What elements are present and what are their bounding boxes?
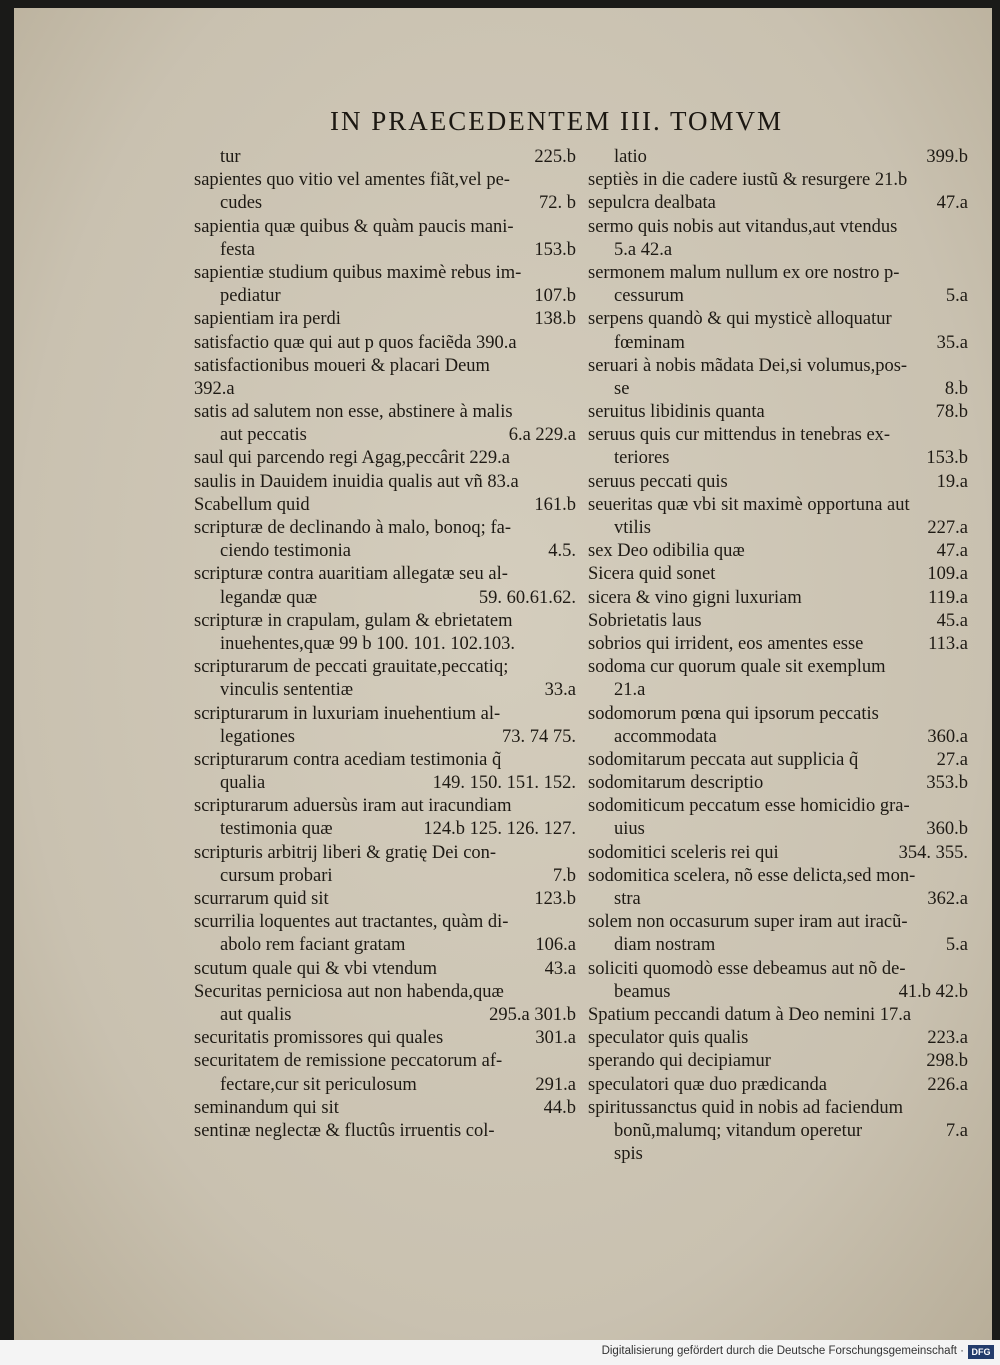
index-entry-line <box>588 401 968 424</box>
index-entry-line <box>194 1004 576 1027</box>
index-entry-line <box>588 262 968 285</box>
index-entry-line <box>588 934 968 957</box>
entry-page-ref: 27.a <box>936 749 968 770</box>
entry-text: saulis in Dauidem inuidia qualis aut vñ 83.a <box>194 471 519 492</box>
index-entry-line <box>194 494 576 517</box>
entry-page-ref: 353.b <box>926 773 968 794</box>
entry-page-ref: 113.a <box>928 633 968 654</box>
index-entry-line <box>194 842 576 865</box>
entry-page-ref: 106.a <box>535 935 576 956</box>
entry-text: sapientiam ira perdi <box>194 309 341 330</box>
index-entry-line <box>588 540 968 563</box>
index-entry-line <box>194 865 576 888</box>
entry-page-ref: 7.b <box>552 865 576 886</box>
index-entry-line <box>194 262 576 285</box>
index-entry-line <box>588 355 968 378</box>
entry-text: sapientia quæ quibus & quàm paucis mani- <box>194 216 514 237</box>
entry-page-ref: 226.a <box>927 1074 968 1095</box>
entry-text: diam nostram <box>614 935 716 956</box>
page-header: IN PRAECEDENTEM III. TOMVM <box>330 106 783 136</box>
index-entry-line <box>194 656 576 679</box>
entry-text: sodoma cur quorum quale sit exemplum <box>588 657 886 678</box>
entry-text: satisfactionibus moueri & placari Deum <box>194 355 490 376</box>
entry-text: stra <box>614 889 641 909</box>
entry-text: soliciti quomodò esse debeamus aut nõ de- <box>588 958 906 979</box>
entry-text: Sobrietatis laus <box>588 610 702 631</box>
index-entry-line <box>588 772 968 795</box>
entry-page-ref: 59. 60.61.62. <box>478 587 576 608</box>
index-entry-line <box>588 633 968 656</box>
entry-text: speculatori quæ duo prædicanda <box>588 1074 827 1095</box>
entry-page-ref: 298.b <box>926 1051 968 1072</box>
index-entry-line <box>588 1027 968 1050</box>
entry-text: sapientes quo vitio vel amentes fiãt,vel pe- <box>194 170 510 191</box>
entry-text: scurrarum quid sit <box>194 889 329 909</box>
index-column-right <box>588 146 968 1166</box>
entry-text: satis ad salutem non esse, abstinere à malis <box>194 402 513 423</box>
index-entry-line <box>194 911 576 934</box>
entry-text: pediatur <box>220 286 281 307</box>
index-entry-line <box>194 447 576 470</box>
index-entry-line <box>194 1120 576 1143</box>
entry-text: uius <box>614 819 645 840</box>
index-entry-line <box>194 471 576 494</box>
index-entry-line <box>588 285 968 308</box>
entry-page-ref: 354. 355. <box>898 842 968 863</box>
entry-page-ref: 149. 150. 151. 152. <box>432 773 576 794</box>
entry-page-ref: 73. 74 75. <box>502 726 576 747</box>
entry-text: legationes <box>220 726 296 747</box>
index-entry-line <box>588 517 968 540</box>
entry-text: seminandum qui sit <box>194 1097 339 1118</box>
entry-page-ref: 153.b <box>534 239 576 260</box>
dfg-logo: DFG <box>968 1345 994 1359</box>
entry-text: spis <box>614 1144 643 1165</box>
index-entry-line <box>194 1097 576 1120</box>
index-entry-line <box>194 633 576 656</box>
index-entry-line <box>588 842 968 865</box>
index-entry-line <box>194 1074 576 1097</box>
index-entry-line <box>588 610 968 633</box>
entry-text: teriores <box>614 448 670 469</box>
entry-text: sodomitica scelera, nõ esse delicta,sed mon- <box>588 865 916 886</box>
index-entry-line <box>588 494 968 517</box>
entry-page-ref: 35.a <box>936 332 968 353</box>
entry-text: ciendo testimonia <box>220 541 352 562</box>
entry-text: speculator quis qualis <box>588 1028 749 1049</box>
entry-text: cessurum <box>614 286 684 307</box>
entry-text: sepulcra dealbata <box>588 193 716 214</box>
entry-text: aut peccatis <box>220 425 307 446</box>
entry-text: testimonia quæ <box>220 819 333 840</box>
index-column-left <box>194 146 576 1143</box>
index-entry-line <box>194 981 576 1004</box>
entry-text: Spatium peccandi datum à Deo nemini 17.a <box>588 1004 912 1025</box>
entry-text: scripturarum de peccati grauitate,peccatiq; <box>194 657 509 678</box>
index-entry-line <box>194 703 576 726</box>
entry-page-ref: 119.a <box>928 587 968 608</box>
entry-page-ref: 107.b <box>534 286 576 307</box>
index-entry-line <box>588 332 968 355</box>
entry-text: seruus quis cur mittendus in tenebras ex- <box>588 425 891 446</box>
index-entry-line <box>194 587 576 610</box>
entry-text: aut qualis <box>220 1004 292 1025</box>
index-entry-line <box>194 146 576 169</box>
index-entry-line <box>588 169 968 192</box>
entry-text: sodomitarum descriptio <box>588 773 764 794</box>
entry-page-ref: 8.b <box>944 378 968 399</box>
index-entry-line <box>588 146 968 169</box>
entry-page-ref: 7.a <box>945 1120 968 1141</box>
entry-text: cursum probari <box>220 865 333 886</box>
entry-text: 392.a <box>194 378 235 399</box>
entry-text: 21.a <box>614 680 646 701</box>
entry-text: vtilis <box>614 518 652 538</box>
entry-page-ref: 362.a <box>927 889 968 909</box>
entry-text: seruitus libidinis quanta <box>588 402 765 423</box>
entry-text: sapientiæ studium quibus maximè rebus im- <box>194 262 522 283</box>
entry-page-ref: 124.b 125. 126. 127. <box>423 819 576 840</box>
entry-page-ref: 47.a <box>936 541 968 562</box>
index-entry-line <box>194 563 576 586</box>
entry-text: qualia <box>220 773 266 794</box>
entry-page-ref: 295.a 301.b <box>489 1004 576 1025</box>
entry-text: fectare,cur sit periculosum <box>220 1074 417 1095</box>
entry-text: sperando qui decipiamur <box>588 1051 771 1072</box>
entry-text: vinculis sententiæ <box>220 680 354 701</box>
entry-text: Securitas perniciosa aut non habenda,quæ <box>194 981 504 1002</box>
digitization-footer <box>0 1340 1000 1365</box>
index-entry-line <box>194 239 576 262</box>
entry-text: sobrios qui irrident, eos amentes esse <box>588 633 864 654</box>
entry-text: septiès in die cadere iustũ & resurgere 21.b <box>588 170 908 191</box>
entry-text: accommodata <box>614 726 717 747</box>
entry-page-ref: 109.a <box>927 564 968 585</box>
entry-text: Scabellum quid <box>194 494 310 515</box>
index-entry-line <box>194 424 576 447</box>
index-entry-line <box>588 818 968 841</box>
index-entry-line <box>588 447 968 470</box>
entry-text: scripturarum contra acediam testimonia q̃ <box>194 749 502 770</box>
entry-page-ref: 47.a <box>936 193 968 214</box>
index-entry-line <box>194 726 576 749</box>
index-entry-line <box>194 285 576 308</box>
entry-page-ref: 223.a <box>927 1028 968 1049</box>
entry-text: festa <box>220 239 255 260</box>
entry-text: sentinæ neglectæ & fluctûs irruentis col- <box>194 1120 495 1141</box>
entry-page-ref: 6.a 229.a <box>508 425 576 446</box>
entry-text: fœminam <box>614 332 685 353</box>
entry-text: Sicera quid sonet <box>588 564 716 585</box>
index-entry-line <box>588 587 968 610</box>
index-entry-line <box>194 540 576 563</box>
index-entry-line <box>588 378 968 401</box>
entry-text: beamus <box>614 981 671 1002</box>
entry-text: scripturæ contra auaritiam allegatæ seu al- <box>194 564 508 585</box>
entry-text: tur <box>220 147 241 167</box>
entry-text: sodomorum pœna qui ipsorum peccatis <box>588 703 879 724</box>
index-entry-line <box>194 610 576 633</box>
index-entry-line <box>194 308 576 331</box>
entry-page-ref: 138.b <box>534 309 576 330</box>
index-entry-line <box>588 679 968 702</box>
entry-text: cudes <box>220 193 263 214</box>
entry-text: scripturis arbitrij liberi & gratię Dei con- <box>194 842 497 863</box>
index-entry-line <box>588 888 968 911</box>
index-entry-line <box>588 726 968 749</box>
entry-text: satisfactio quæ qui aut p quos faciẽda 390.a <box>194 332 517 353</box>
entry-text: scurrilia loquentes aut tractantes, quàm di- <box>194 912 509 933</box>
index-entry-line <box>194 818 576 841</box>
index-entry-line <box>588 1143 968 1166</box>
entry-page-ref: 360.b <box>926 819 968 840</box>
index-entry-line <box>588 911 968 934</box>
index-entry-line <box>588 239 968 262</box>
index-entry-line <box>588 1004 968 1027</box>
entry-text: seruus peccati quis <box>588 471 728 492</box>
entry-text: scripturæ de declinando à malo, bonoq; fa- <box>194 518 511 538</box>
index-entry-line <box>194 749 576 772</box>
entry-page-ref: 161.b <box>534 494 576 515</box>
index-entry-line <box>194 888 576 911</box>
index-entry-line <box>588 216 968 239</box>
entry-text: spiritussanctus quid in nobis ad faciendum <box>588 1097 903 1118</box>
index-entry-line <box>194 958 576 981</box>
index-entry-line <box>588 1074 968 1097</box>
entry-page-ref: 123.b <box>534 889 576 909</box>
entry-text: solem non occasurum super iram aut iracũ- <box>588 912 908 933</box>
entry-text: scripturæ in crapulam, gulam & ebrietatem <box>194 610 513 631</box>
index-entry-line <box>194 1050 576 1073</box>
entry-text: sodomitici sceleris rei qui <box>588 842 779 863</box>
entry-text: bonũ,malumq; vitandum operetur <box>614 1120 863 1141</box>
index-entry-line <box>194 772 576 795</box>
entry-text: seruari à nobis mãdata Dei,si volumus,pos- <box>588 355 908 376</box>
index-entry-line <box>588 656 968 679</box>
entry-text: securitatem de remissione peccatorum af- <box>194 1051 503 1072</box>
entry-text: scutum quale qui & vbi vtendum <box>194 958 438 979</box>
index-entry-line <box>588 424 968 447</box>
entry-text: 5.a 42.a <box>614 239 673 260</box>
entry-page-ref: 41.b 42.b <box>898 981 968 1002</box>
index-entry-line <box>194 517 576 540</box>
entry-page-ref: 4.5. <box>548 541 576 562</box>
entry-page-ref: 227.a <box>927 518 968 538</box>
entry-text: sodomiticum peccatum esse homicidio gra- <box>588 796 910 817</box>
entry-text: scripturarum in luxuriam inuehentium al- <box>194 703 501 724</box>
index-entry-line <box>194 795 576 818</box>
index-entry-line <box>194 934 576 957</box>
entry-text: securitatis promissores qui quales <box>194 1028 444 1049</box>
entry-text: legandæ quæ <box>220 587 318 608</box>
entry-text: serpens quandò & qui mysticè alloquatur <box>588 309 892 330</box>
entry-text: saul qui parcendo regi Agag,peccârit 229.a <box>194 448 510 469</box>
index-entry-line <box>194 355 576 378</box>
entry-text: latio <box>614 147 647 167</box>
index-entry-line <box>588 795 968 818</box>
index-entry-line <box>588 471 968 494</box>
index-entry-line <box>588 192 968 215</box>
index-entry-line <box>194 332 576 355</box>
index-entry-line <box>588 1097 968 1120</box>
entry-text: sodomitarum peccata aut supplicia q̃ <box>588 749 859 770</box>
entry-page-ref: 45.a <box>936 610 968 631</box>
index-entry-line <box>588 981 968 1004</box>
entry-text: scripturarum aduersùs iram aut iracundiam <box>194 796 512 817</box>
entry-page-ref: 399.b <box>926 147 968 167</box>
entry-page-ref: 291.a <box>535 1074 576 1095</box>
entry-text: se <box>614 378 630 399</box>
entry-text: sermonem malum nullum ex ore nostro p- <box>588 262 900 283</box>
entry-page-ref: 360.a <box>927 726 968 747</box>
entry-page-ref: 5.a <box>945 286 968 307</box>
index-entry-line <box>194 216 576 239</box>
index-entry-line <box>588 865 968 888</box>
index-entry-line <box>194 679 576 702</box>
index-entry-line <box>588 1120 968 1143</box>
footer-credit: Digitalisierung gefördert durch die Deutsche Forschungsgemeinschaft · <box>601 1345 964 1357</box>
entry-page-ref: 33.a <box>544 680 576 701</box>
entry-page-ref: 44.b <box>543 1097 576 1118</box>
entry-page-ref: 153.b <box>926 448 968 469</box>
entry-text: sex Deo odibilia quæ <box>588 541 745 562</box>
entry-text: sermo quis nobis aut vitandus,aut vtendus <box>588 216 898 237</box>
entry-text: inuehentes,quæ 99 b 100. 101. 102.103. <box>220 633 515 654</box>
entry-page-ref: 72. b <box>539 193 576 214</box>
index-entry-line <box>588 749 968 772</box>
entry-page-ref: 78.b <box>935 402 968 423</box>
index-entry-line <box>194 169 576 192</box>
index-entry-line <box>588 563 968 586</box>
entry-page-ref: 5.a <box>945 935 968 956</box>
index-entry-line <box>588 308 968 331</box>
index-entry-line <box>588 1050 968 1073</box>
index-entry-line <box>194 192 576 215</box>
index-entry-line <box>194 1027 576 1050</box>
entry-page-ref: 19.a <box>936 471 968 492</box>
entry-page-ref: 225.b <box>534 147 576 167</box>
index-entry-line <box>194 401 576 424</box>
index-entry-line <box>588 703 968 726</box>
entry-text: sicera & vino gigni luxuriam <box>588 587 802 608</box>
entry-text: abolo rem faciant gratam <box>220 935 406 956</box>
entry-text: seueritas quæ vbi sit maximè opportuna aut <box>588 494 910 515</box>
entry-page-ref: 301.a <box>535 1028 576 1049</box>
index-entry-line <box>194 378 576 401</box>
index-entry-line <box>588 958 968 981</box>
entry-page-ref: 43.a <box>544 958 576 979</box>
